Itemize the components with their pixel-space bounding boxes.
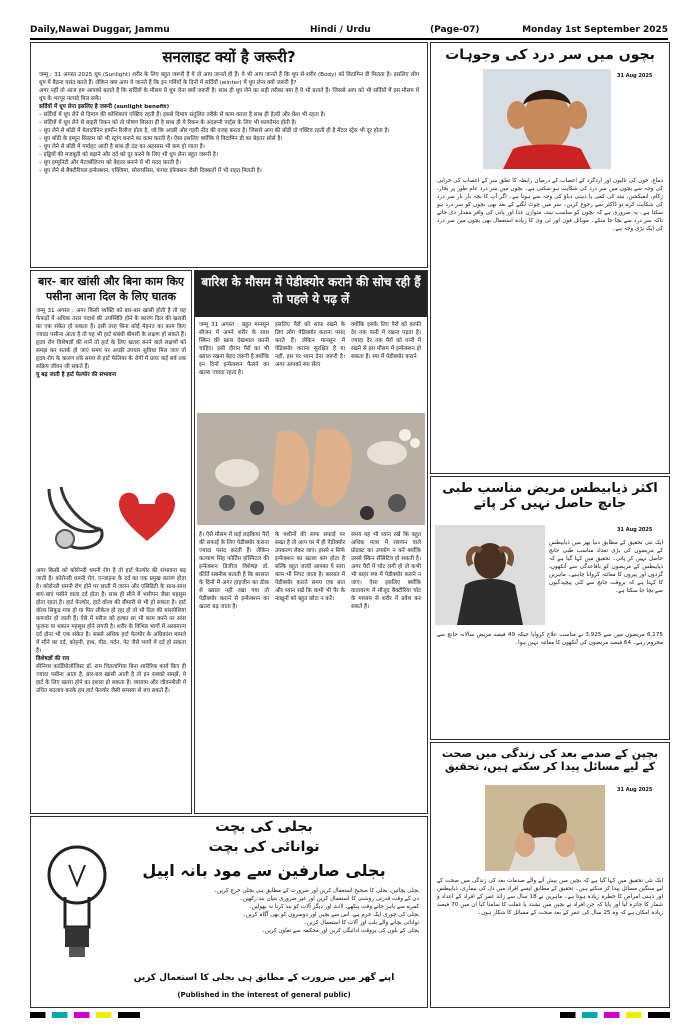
ad-line-3: بجلی صارفین سے مود بانہ اپیل (142, 861, 386, 880)
pedicure-feet-image (197, 413, 425, 525)
ad-item: دن کے وقت قدرتی روشنی کا استعمال کریں اور غیر ضروری بتیاں بند رکھیں۔ (239, 896, 419, 902)
diabetes-article (430, 476, 670, 740)
pedicure-article (194, 270, 428, 814)
page-number: (Page-07) (430, 25, 480, 35)
ad-published: (Published in the interest of general public) (177, 991, 351, 999)
ad-item: بجلی بچائیں، بجلی کا صحیح استعمال کریں اور ضرورت کے مطابق ہی بجلی خرچ کریں۔ (213, 888, 419, 894)
sunlight-subhead: सर्दियों में धूप लेना इसलिए है जरूरी (sunlight benefit) (39, 104, 170, 110)
ad-line-2: توانائی کی بچت (208, 839, 320, 855)
sunlight-bullet: – सर्दियों में धूप लेने से दिमाग की कोशिकाएं एक्टिव रहती हैं। इससे दिमाग संतुलित तरीके से काम करता है साथ ही हेल्दी और फ्रेश भी रहता है। (39, 112, 326, 118)
language-label: Hindi / Urdu (310, 25, 371, 35)
headache-title: بچوں میں سر درد کی وجوہات (445, 47, 655, 63)
ad-item: توانائی بچانے والے بلب اور آلات کا استعمال کریں۔ (303, 920, 419, 926)
childhood-title-2: کے لیے مسائل پیدا کر سکتے ہیں، تحقیق (444, 760, 656, 773)
heart-body-2: अगर किसी को कोरोनरी धमनी रोग है तो हार्ट फेल्योर की संभावना बढ़ जाती है। कोरोनरी धमनी रोग, एन्जाइना के दर्द का एक प्रमुख कारण होता है। कोरोनरी धमनी रोग होने पर छाती में जलन और एसिडिटी के साथ-साथ बाएं-बाएं पसीने वाला दर्द होता है। साथ ही सीने में भारीपन जैसा महसूस होता रहता है। हार्ट फेल्योर, हार्ट वॉल्व की बीमारी से भी हो सकता है। हार्ट वॉल्व सिकुड़ गया हो या फिर लीकेज हो रहा हो तो भी दिल की मांसपेशियां कमजोर हो जाती हैं। ऐसे में मरीज को हल्का सा भी काम करने पर सांस फूलना या थकान महसूस होने लगती है। शरीर के विभिन्न भागों में असामान्य दर्द होना भी एक संकेत है। सबसे अधिक हार्ट फेल्योर के अधिकांश मामले में सीने का दर्द, कोहनी, हाथ, पीठ, गर्दन, पेट जैसे भागों में दर्द हो सकता है। (36, 568, 186, 654)
diabetes-title-1: اکثر ذیابیطس مریض مناسب طبی (442, 481, 658, 496)
diabetes-title-2: جانچ حاصل نہیں کر پاتے (473, 496, 627, 511)
childhood-title-1: بچپن کے صدمے بعد کی زندگی میں صحت (441, 747, 659, 760)
heart-subhead-2: विशेषज्ञों की राय (36, 656, 70, 662)
ad-item: کمرے سے باہر جاتے وقت پنکھے، لائٹ اور دیگر آلات کو بند کرنا نہ بھولیں۔ (248, 904, 419, 910)
pedicure-lower-2: के मशीनों की साफ सफाई पर सख्त है तो आप घर में ही पेडीक्योर उपकरण लेकर जाएं। इससे न सिर्फ इन्फेक्शन का खतरा कम होता है बल्कि बहुत जल्दी आपका ये सारा काम भी निपट जाता है। बरसात में पेडीक्योर कराते समय एक बात और ध्यान रखें कि कभी भी पैर के नाखूनों को बहुत छोटा न करें। (275, 532, 345, 602)
sunlight-intro: जम्मू : 31 अगस्त 2025 धूप (Sunlight) शरीर के लिए बहुत जरूरी है ये तो आप जानते ही हैं। ये भी आप जानते हैं कि धूप से शरीर (Body) को विटामिन डी मिलता है। इसलिए लोग धूप में बैठना पसंद करते हैं। लेकिन क्या आप ये जानते हैं कि इन गर्मियों के दिनों में सर्दियों (winter) में धूप लेना क्यों जरूरी है? (39, 72, 419, 86)
ad-line-1: بجلی کی بچت (215, 819, 313, 835)
heart-stethoscope-image (39, 479, 183, 559)
diabetes-man-image (435, 525, 545, 625)
pedicure-title: बारिश के मौसम में पेडीक्योर कराने की सोच रही हैं तो पहले ये पढ़ लें (195, 271, 427, 317)
color-registration-bar (30, 1012, 140, 1018)
headache-boy-image (483, 69, 611, 169)
sunlight-bullet: – धूप बॉडी के इम्यून सिस्टम को भी स्ट्रांग बनाने का काम करती है। ऐसा इसलिए क्योंकि ये विटामिन डी का बेहतर सोर्स है। (39, 136, 283, 142)
sunlight-bullet: – हड्डियों की मजबूती को बढ़ाने और दर्द को दूर करने के लिए भी धूप लेना बहुत जरूरी है। (39, 152, 218, 158)
pedicure-col-1: जम्मू 31 अगस्त : बहुत मानसून सीजन में अपने शरीर के साथ स्किन की खास देखभाल करनी चाहिए। इसी दौरान पैरों का भी ख्याल रखना बेहद जरूरी है क्योंकि इन दिनों इन्फेक्शन फैलने का खतरा ज्यादा रहता है। (199, 322, 269, 376)
pedicure-lower-3: समय यह भी ध्यान रखें कि बहुत अधिक मात्रा में रसायन वाले प्रोडक्ट का उपयोग न करें क्योंकि उससे स्किन सेंसिटिव हो सकती है। अगर पैरों में चोट लगी हो तो कभी भी बाहर स्पा में पेडीक्योर कराने न जाएं। ऐसा इसलिए क्योंकि वातावरण में मौजूद बैक्टीरिया चोट के माध्यम से शरीर में प्रवेश कर सकते हैं। (351, 532, 421, 610)
heart-body: जम्मू 31 अगस्त : अगर किसी व्यक्ति को बार-बार खांसी होती है तो यह फेफड़ों में अधिक तरल पदार्थ की उपस्थिति होने के कारण दिल की खराबी का एक संकेत हो सकता है। इसी तरह बिना कोई मेहनत का काम किए ज्यादा पसीना आता है तो यह भी हार्ट संबंधी बीमारी के लक्षण हो सकते हैं। हृदय रोग विशेषज्ञों की मानें तो हार्ट के लिए खतरा बनने वाले लक्षणों को समझ कर सतर्क हो जाएं समय पर अच्छी उपचार सुविधा मिल जाए तो हृदय रोग के कारण लंबे समय से हार्ट फेलियर के रोगी में प्रायः कई सर्व तक सक्रिय जीवन जी सकते हैं। (36, 308, 186, 370)
diabetes-stats: 6,175 مریضوں میں سے 3,925 نے مناسب علاج کروایا جبکہ 49 فیصد مریض سالانہ جانچ سے محروم رہے۔ 64 فیصد مریضوں کی آنکھوں کا معائنہ نہیں ہوا۔ (437, 632, 663, 646)
heart-body-3: सीनियर कार्डियोलॉजिस्ट डॉ. राम चितलांगिया बिना शारीरिक कार्य किए ही ज्यादा पसीना आता है, बार-बार खांसी आती है तो इन सबको समझें, ये हार्ट के लिए खतरा होने का इशारा हो सकता है। व्यायाम और जीवनशैली में उचित बदलाव करके हम हार्ट फेल्योर जैसी समस्या से बच सकते हैं। (36, 664, 186, 694)
childhood-date: 31 Aug 2025 (617, 787, 653, 793)
sunlight-bullet: – धूप लेने से बैक्टीरियल इन्फेक्शन, एक्जिमा, सोरायसिस, फंगल इंफेक्शन जैसी दिक्कतों में भी राहत मिलती है। (39, 168, 262, 174)
sunlight-para: अगर नहीं तो आज हम आपको बताते हैं कि सर्दियों के मौसम में धूप लेना क्यों जरूरी है। साथ ही धूप लेने का सही तरीका क्या है ये भी बताते हैं। जिससे आप को भी सर्दियों में इस मौसम में धूप के भरपूर फायदे मिल सकें। (39, 88, 419, 102)
diabetes-date: 31 Aug 2025 (617, 527, 653, 533)
electricity-ad (30, 816, 428, 1008)
headache-date: 31 Aug 2025 (617, 73, 653, 79)
childhood-body: ایک نئی تحقیق میں کہا گیا ہے کہ بچپن میں پیش آنے والے صدمات بعد کی زندگی میں صحت کے لیے سنگین مسائل پیدا کر سکتے ہیں۔ تحقیق کے مطابق ایسے افراد میں دل کی بیماری، ذیابیطس اور ذہنی امراض کا خطرہ زیادہ ہوتا ہے۔ ماہرین نے 18 سال سے زائد عمر کے افراد کے اعداد و شمار کا جائزہ لیا اور پایا کہ جن افراد نے بچپن میں تشدد یا غفلت کا سامنا کیا ان میں 70 فیصد زیادہ امکان ہے کہ وہ 25 سال کی عمر کے بعد صحت کے مسائل کا شکار ہوں۔ (437, 878, 663, 916)
paper-name: Daily,Nawai Duggar, Jammu (30, 25, 170, 35)
heart-article (30, 270, 192, 814)
pedicure-col-3: क्योंकि इसके लिए पैरों को काफी देर तक पानी में रखना पड़ता है। ज्यादा देर तक पैरों को पानी में रखने से इस मौसम में इन्फेक्शन हो सकता है। स्पा में पेडीक्योर कराने (351, 322, 421, 360)
sunlight-bullet: – धूप लेने से बॉडी में मेलाटोनिन हार्मोन रिलीज होता है, जो कि अच्छी और गहरी नींद की वजह बनता है। जिससे आप की बॉडी दो एक्टिव रहती ही है मेंटल स्ट्रेस भी दूर होता है। (39, 128, 390, 134)
heart-subhead: यू बढ़ जाती है हार्ट फेल्योर की संभावना (36, 372, 117, 378)
headache-article (430, 42, 670, 474)
issue-date: Monday 1st September 2025 (522, 25, 668, 35)
ad-footer: اپنے گھر میں ضرورت کے مطابق ہی بجلی کا استعمال کریں (133, 973, 395, 983)
page-header (30, 24, 668, 40)
bulb-icon (47, 835, 107, 985)
pedicure-col-2: इसलिए पैरों को साफ रखने के लिए लोग पेडिक्योर कराना पसंद करते हैं। लेकिन मानसून में पेडिक्योर कराना सुरक्षित है या नहीं, इस पर ध्यान देना जरूरी है। अगर आपको स्पा सेंटर (275, 322, 345, 368)
headache-body: دماغ، خون کی نالیوں اور اردگرد کے اعصاب کے درمیان رابطہ کا تعلق سر کے اعصاب کی خرابی کی وجہ سے بچوں میں سر درد کی شکایت ہو سکتی ہے۔ بچوں میں سر درد عام طور پر بخار، زکام، انفیکشن، نیند کی کمی یا ذہنی دباؤ کی وجہ سے ہوتا ہے۔ اگر آپ کا بچہ بار بار سر درد کی شکایت کرے تو ڈاکٹر سے رجوع کریں۔ سر میں چوٹ لگنے کے بعد بھی بچوں کو سر درد ہو سکتا ہے۔ یہ ضروری ہے کہ بچوں کو مناسب نیند، متوازن غذا اور پانی کی وافر مقدار دی جائے تاکہ سر درد سے بچا جا سکے۔ موبائل فون اور ٹی وی کا زیادہ استعمال بھی بچوں میں سر درد کی ایک بڑی وجہ ہے۔ (437, 178, 663, 232)
pedicure-lower-1: है। ऐसे मौसम में कई लड़कियां पैरों की सफाई के लिए पेडीक्योर कराना ज्यादा पसंद करती हैं। लेकिन कल्याण सिंह फोर्टिस हॉस्पिटल की इन्फेक्शन डिजीज विशेषज्ञ डॉ. कीर्ति सबनीस बताती हैं कि बरसात के दिनों में अगर हाइजीन का ठीक से ख्याल नहीं रखा गया तो पेडीक्योर कराने से इन्फेक्शन का खतरा बढ़ जाता है। (199, 532, 269, 610)
ad-item: بجلی کے بلوں کی بروقت ادائیگی کریں اور محکمہ سے تعاون کریں۔ (261, 928, 419, 934)
sunlight-title: सनलाइट क्यों है जरूरी? (162, 48, 296, 66)
sunlight-bullet: – धूप इम्युनिटी और मेटाबॉलिज्म को बेहतर बनाने में भी मदद करती है। (39, 160, 181, 166)
childhood-article (430, 742, 670, 1008)
heart-title: बार- बार खांसी और बिना काम किए पसीना आना दिल के लिए घातक (37, 275, 185, 303)
diabetes-body: ایک نئی تحقیق کے مطابق دنیا بھر میں ذیابیطس کے مریضوں کی بڑی تعداد مناسب طبی جانچ حاصل نہیں کر پاتی۔ تحقیق میں کہا گیا ہے کہ ذیابیطس کے مریضوں کو باقاعدگی سے آنکھوں، گردوں اور پیروں کا معائنہ کروانا چاہیے۔ ماہرین کا کہنا ہے کہ بروقت جانچ سے کئی پیچیدگیوں سے بچا جا سکتا ہے۔ (549, 540, 663, 594)
sunlight-bullet: – सर्दियों में धूप लेने से बाहरी रिकन को तो पोषण मिलता ही है साथ ही ये रिकन के अंदरूनी पार्ट्स के लिए भी फायदेमंद होती है। (39, 120, 297, 126)
childhood-child-image (485, 785, 605, 871)
sunlight-article (30, 42, 428, 268)
color-registration-bar (560, 1012, 670, 1018)
ad-item: بجلی کی چوری ایک جرم ہے، اس سے بچیں اور دوسروں کو بھی آگاہ کریں۔ (242, 912, 419, 918)
sunlight-bullet: – धूप लेने से बॉडी में गर्माहट आती है साथ ही ठंड का अहसास भी कम हो जाता है। (39, 144, 205, 150)
